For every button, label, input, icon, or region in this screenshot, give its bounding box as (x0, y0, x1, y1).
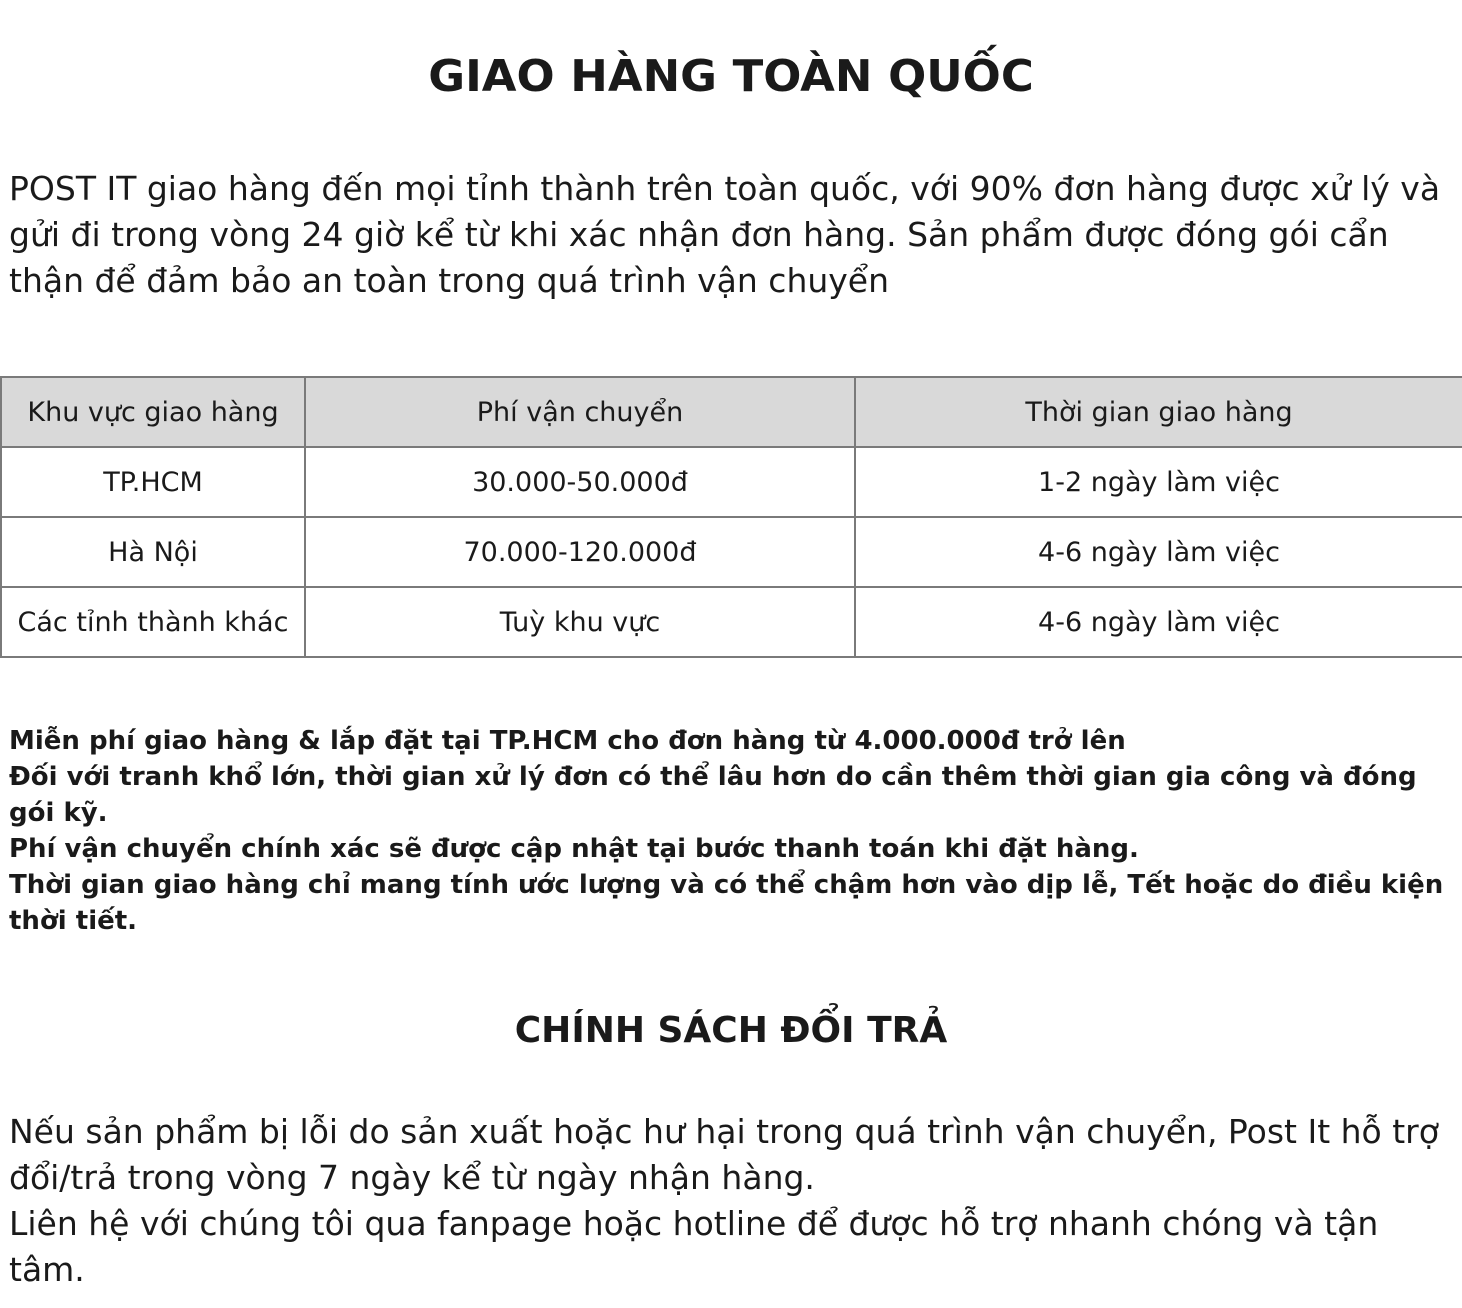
cell-delivery-time: 4-6 ngày làm việc (855, 517, 1462, 587)
returns-paragraph: Nếu sản phẩm bị lỗi do sản xuất hoặc hư hại trong quá trình vận chuyển, Post It hỗ trợ đổi/trả trong vòng 7 ngày kể từ ngày nhận hàng. (9, 1112, 1439, 1197)
cell-fee: Tuỳ khu vực (305, 587, 855, 657)
table-row (1, 517, 1462, 587)
cell-delivery-time: 4-6 ngày làm việc (855, 587, 1462, 657)
returns-title: CHÍNH SÁCH ĐỔI TRẢ (514, 1009, 948, 1051)
cell-region: Các tỉnh thành khác (1, 587, 305, 657)
note-free-shipping: Miễn phí giao hàng & lắp đặt tại TP.HCM cho đơn hàng từ 4.000.000đ trở lên (9, 726, 1126, 756)
header-region: Khu vực giao hàng (1, 377, 305, 447)
table-row (1, 587, 1462, 657)
table-row (1, 447, 1462, 517)
cell-region: Hà Nội (1, 517, 305, 587)
shipping-title: GIAO HÀNG TOÀN QUỐC (428, 51, 1034, 103)
cell-region: TP.HCM (1, 447, 305, 517)
note-large-artwork: Đối với tranh khổ lớn, thời gian xử lý đơn có thể lâu hơn do cần thêm thời gian gia công và đóng gói kỹ. (9, 762, 1417, 828)
header-fee: Phí vận chuyển (305, 377, 855, 447)
shipping-fee-table (0, 376, 1462, 658)
header-delivery-time: Thời gian giao hàng (855, 377, 1462, 447)
cell-fee: 70.000-120.000đ (305, 517, 855, 587)
note-exact-fee: Phí vận chuyển chính xác sẽ được cập nhật tại bước thanh toán khi đặt hàng. (9, 834, 1139, 864)
note-estimated-time: Thời gian giao hàng chỉ mang tính ước lượng và có thể chậm hơn vào dịp lễ, Tết hoặc do điều kiện thời tiết. (9, 870, 1444, 936)
returns-text (9, 1109, 1454, 1293)
returns-contact: Liên hệ với chúng tôi qua fanpage hoặc hotline để được hỗ trợ nhanh chóng và tận tâm. (9, 1204, 1379, 1289)
shipping-notes (9, 723, 1459, 939)
cell-fee: 30.000-50.000đ (305, 447, 855, 517)
shipping-intro: POST IT giao hàng đến mọi tỉnh thành trên toàn quốc, với 90% đơn hàng được xử lý và gửi đi trong vòng 24 giờ kể từ khi xác nhận đơn hàng. Sản phẩm được đóng gói cẩn thận để đảm bảo an toàn trong quá trình vận chuyển (9, 169, 1441, 300)
cell-delivery-time: 1-2 ngày làm việc (855, 447, 1462, 517)
table-header-row (1, 377, 1462, 447)
